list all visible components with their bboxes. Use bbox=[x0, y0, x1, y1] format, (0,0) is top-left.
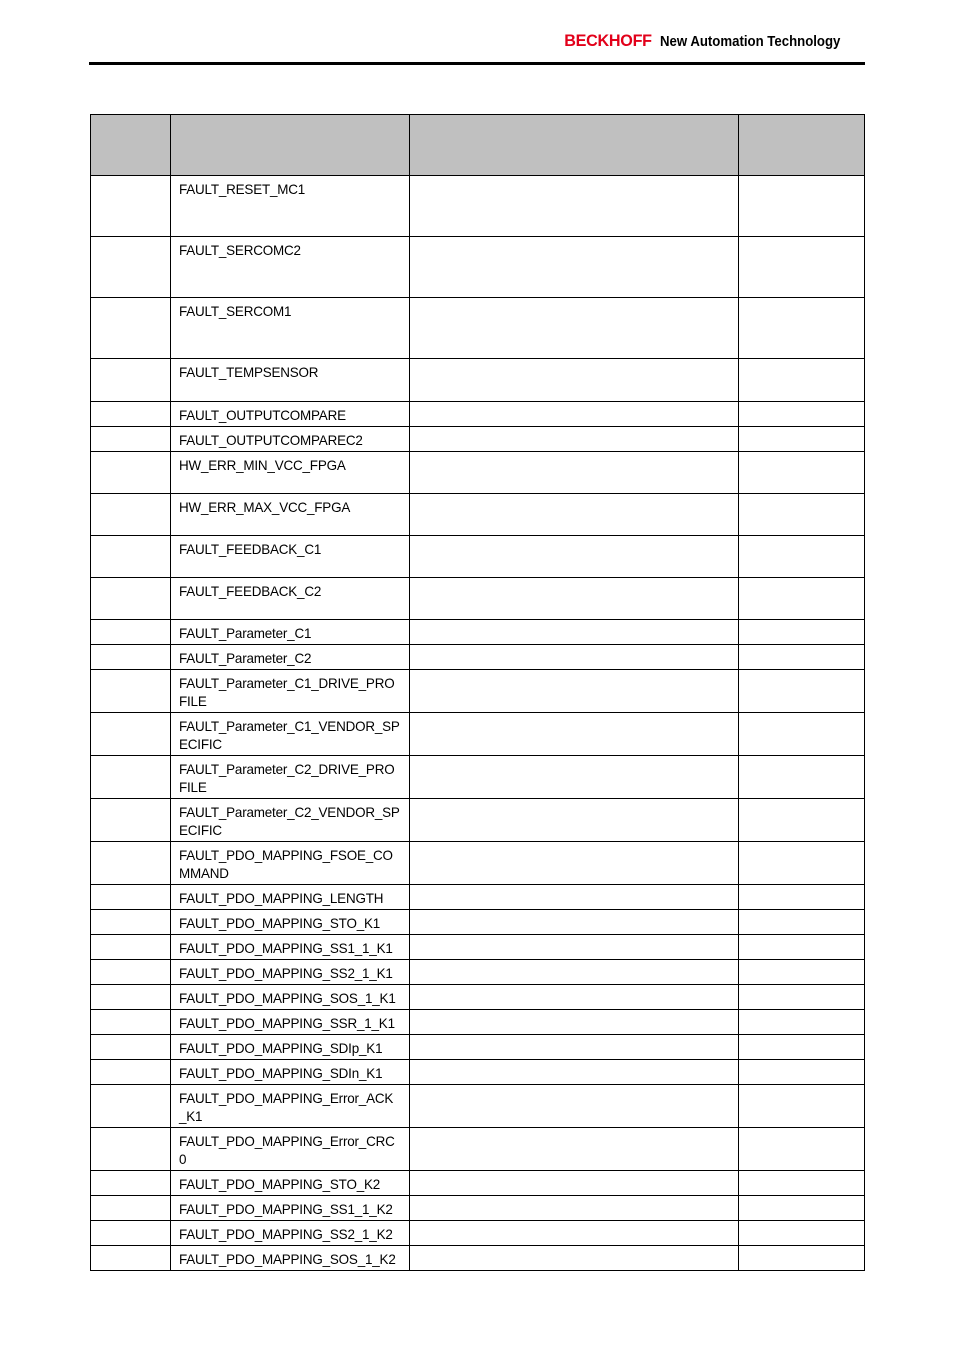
empty-cell-1 bbox=[91, 985, 171, 1010]
fault-name: FAULT_Parameter_C1 bbox=[179, 625, 312, 641]
fault-name-cell bbox=[171, 620, 410, 645]
empty-cell-1 bbox=[91, 713, 171, 756]
empty-cell-3 bbox=[410, 1060, 739, 1085]
fault-name: FAULT_PDO_MAPPING_FSOE_COMMAND bbox=[179, 847, 393, 881]
empty-cell-4 bbox=[739, 756, 865, 799]
fault-name-cell bbox=[171, 885, 410, 910]
fault-name-cell bbox=[171, 298, 410, 359]
empty-cell-4 bbox=[739, 1085, 865, 1128]
empty-cell-1 bbox=[91, 1060, 171, 1085]
table-row bbox=[91, 885, 865, 910]
empty-cell-3 bbox=[410, 910, 739, 935]
fault-name-cell bbox=[171, 1221, 410, 1246]
table-row bbox=[91, 799, 865, 842]
empty-cell-1 bbox=[91, 645, 171, 670]
fault-name-cell bbox=[171, 670, 410, 713]
fault-name: FAULT_PDO_MAPPING_LENGTH bbox=[179, 890, 384, 906]
fault-name-cell bbox=[171, 1035, 410, 1060]
fault-name-cell bbox=[171, 935, 410, 960]
table-row bbox=[91, 756, 865, 799]
empty-cell-4 bbox=[739, 176, 865, 237]
empty-cell-4 bbox=[739, 620, 865, 645]
empty-cell-4 bbox=[739, 910, 865, 935]
page-header bbox=[89, 0, 865, 66]
empty-cell-1 bbox=[91, 935, 171, 960]
beckhoff-logo: BECKHOFF bbox=[564, 31, 652, 50]
fault-name: FAULT_PDO_MAPPING_SOS_1_K2 bbox=[179, 1251, 396, 1267]
fault-name: HW_ERR_MIN_VCC_FPGA bbox=[179, 457, 346, 473]
fault-name-cell bbox=[171, 713, 410, 756]
empty-cell-3 bbox=[410, 402, 739, 427]
empty-cell-1 bbox=[91, 670, 171, 713]
empty-cell-3 bbox=[410, 1221, 739, 1246]
fault-name: FAULT_PDO_MAPPING_SDIn_K1 bbox=[179, 1065, 383, 1081]
fault-name: FAULT_PDO_MAPPING_SS2_1_K1 bbox=[179, 965, 393, 981]
empty-cell-4 bbox=[739, 985, 865, 1010]
empty-cell-1 bbox=[91, 960, 171, 985]
empty-cell-3 bbox=[410, 494, 739, 536]
table-row bbox=[91, 578, 865, 620]
empty-cell-1 bbox=[91, 536, 171, 578]
empty-cell-4 bbox=[739, 237, 865, 298]
empty-cell-4 bbox=[739, 298, 865, 359]
fault-name: FAULT_Parameter_C2_VENDOR_SPECIFIC bbox=[179, 804, 400, 838]
empty-cell-4 bbox=[739, 1246, 865, 1271]
fault-name-cell bbox=[171, 494, 410, 536]
table-row bbox=[91, 1010, 865, 1035]
empty-cell-4 bbox=[739, 1221, 865, 1246]
table-header bbox=[91, 115, 865, 176]
fault-name: FAULT_FEEDBACK_C1 bbox=[179, 541, 322, 557]
fault-name-cell bbox=[171, 237, 410, 298]
empty-cell-3 bbox=[410, 1196, 739, 1221]
empty-cell-1 bbox=[91, 452, 171, 494]
empty-cell-1 bbox=[91, 1010, 171, 1035]
empty-cell-4 bbox=[739, 1010, 865, 1035]
table-row bbox=[91, 1246, 865, 1271]
fault-name: FAULT_PDO_MAPPING_SSR_1_K1 bbox=[179, 1015, 395, 1031]
table-row bbox=[91, 1035, 865, 1060]
empty-cell-4 bbox=[739, 452, 865, 494]
empty-cell-3 bbox=[410, 670, 739, 713]
empty-cell-4 bbox=[739, 427, 865, 452]
fault-name: FAULT_Parameter_C1_DRIVE_PROFILE bbox=[179, 675, 395, 709]
table-row bbox=[91, 1060, 865, 1085]
brand bbox=[562, 31, 865, 51]
empty-cell-1 bbox=[91, 359, 171, 402]
empty-cell-1 bbox=[91, 1246, 171, 1271]
empty-cell-3 bbox=[410, 536, 739, 578]
empty-cell-1 bbox=[91, 427, 171, 452]
table-row bbox=[91, 935, 865, 960]
fault-name: FAULT_Parameter_C2 bbox=[179, 650, 312, 666]
fault-name: FAULT_OUTPUTCOMPAREC2 bbox=[179, 432, 363, 448]
table-row bbox=[91, 494, 865, 536]
fault-name-cell bbox=[171, 985, 410, 1010]
fault-name-cell bbox=[171, 1171, 410, 1196]
empty-cell-1 bbox=[91, 842, 171, 885]
header-cell-2 bbox=[171, 115, 410, 176]
empty-cell-4 bbox=[739, 885, 865, 910]
empty-cell-1 bbox=[91, 910, 171, 935]
fault-name-cell bbox=[171, 402, 410, 427]
empty-cell-4 bbox=[739, 713, 865, 756]
empty-cell-3 bbox=[410, 1085, 739, 1128]
empty-cell-3 bbox=[410, 1246, 739, 1271]
fault-name-cell bbox=[171, 536, 410, 578]
fault-name: FAULT_SERCOM1 bbox=[179, 303, 292, 319]
empty-cell-1 bbox=[91, 176, 171, 237]
empty-cell-4 bbox=[739, 1171, 865, 1196]
table-row bbox=[91, 1221, 865, 1246]
empty-cell-1 bbox=[91, 885, 171, 910]
table-row bbox=[91, 842, 865, 885]
empty-cell-3 bbox=[410, 452, 739, 494]
empty-cell-3 bbox=[410, 620, 739, 645]
empty-cell-1 bbox=[91, 1171, 171, 1196]
fault-name: FAULT_PDO_MAPPING_SS1_1_K2 bbox=[179, 1201, 393, 1217]
empty-cell-3 bbox=[410, 359, 739, 402]
fault-name-cell bbox=[171, 1010, 410, 1035]
table-row bbox=[91, 359, 865, 402]
fault-name-cell bbox=[171, 1085, 410, 1128]
table-row bbox=[91, 960, 865, 985]
empty-cell-4 bbox=[739, 960, 865, 985]
fault-name-cell bbox=[171, 359, 410, 402]
empty-cell-3 bbox=[410, 842, 739, 885]
fault-name: FAULT_PDO_MAPPING_SS2_1_K2 bbox=[179, 1226, 393, 1242]
fault-name: FAULT_Parameter_C2_DRIVE_PROFILE bbox=[179, 761, 395, 795]
fault-name: FAULT_RESET_MC1 bbox=[179, 181, 306, 197]
empty-cell-1 bbox=[91, 402, 171, 427]
fault-name-cell bbox=[171, 1246, 410, 1271]
table-row bbox=[91, 452, 865, 494]
empty-cell-3 bbox=[410, 1171, 739, 1196]
table-row bbox=[91, 237, 865, 298]
fault-name-cell bbox=[171, 960, 410, 985]
empty-cell-1 bbox=[91, 1221, 171, 1246]
empty-cell-3 bbox=[410, 1035, 739, 1060]
table-row bbox=[91, 1196, 865, 1221]
empty-cell-4 bbox=[739, 1196, 865, 1221]
empty-cell-3 bbox=[410, 1128, 739, 1171]
empty-cell-4 bbox=[739, 935, 865, 960]
empty-cell-1 bbox=[91, 1035, 171, 1060]
empty-cell-4 bbox=[739, 402, 865, 427]
empty-cell-4 bbox=[739, 536, 865, 578]
table-row bbox=[91, 670, 865, 713]
empty-cell-1 bbox=[91, 1085, 171, 1128]
table-row bbox=[91, 427, 865, 452]
brand-tagline: New Automation Technology bbox=[660, 33, 841, 50]
empty-cell-1 bbox=[91, 620, 171, 645]
fault-name-cell bbox=[171, 756, 410, 799]
header-cell-4 bbox=[739, 115, 865, 176]
fault-name: FAULT_PDO_MAPPING_SS1_1_K1 bbox=[179, 940, 393, 956]
empty-cell-3 bbox=[410, 756, 739, 799]
empty-cell-4 bbox=[739, 842, 865, 885]
empty-cell-1 bbox=[91, 1128, 171, 1171]
fault-name-cell bbox=[171, 645, 410, 670]
empty-cell-4 bbox=[739, 1060, 865, 1085]
header-cell-1 bbox=[91, 115, 171, 176]
fault-name-cell bbox=[171, 452, 410, 494]
empty-cell-4 bbox=[739, 1128, 865, 1171]
empty-cell-3 bbox=[410, 713, 739, 756]
table-row bbox=[91, 536, 865, 578]
fault-name-cell bbox=[171, 1196, 410, 1221]
table-body bbox=[91, 176, 865, 1271]
fault-name-cell bbox=[171, 578, 410, 620]
fault-name: FAULT_SERCOMC2 bbox=[179, 242, 301, 258]
fault-name: HW_ERR_MAX_VCC_FPGA bbox=[179, 499, 351, 515]
empty-cell-4 bbox=[739, 359, 865, 402]
fault-name-cell bbox=[171, 1060, 410, 1085]
fault-name: FAULT_FEEDBACK_C2 bbox=[179, 583, 322, 599]
empty-cell-4 bbox=[739, 645, 865, 670]
table-row bbox=[91, 985, 865, 1010]
fault-name-cell bbox=[171, 427, 410, 452]
empty-cell-3 bbox=[410, 176, 739, 237]
table-row bbox=[91, 713, 865, 756]
empty-cell-1 bbox=[91, 298, 171, 359]
empty-cell-3 bbox=[410, 1010, 739, 1035]
table-header-row bbox=[91, 115, 865, 176]
empty-cell-3 bbox=[410, 578, 739, 620]
empty-cell-1 bbox=[91, 1196, 171, 1221]
fault-name-cell bbox=[171, 910, 410, 935]
fault-name: FAULT_TEMPSENSOR bbox=[179, 364, 319, 380]
fault-table bbox=[90, 114, 865, 1271]
empty-cell-4 bbox=[739, 799, 865, 842]
empty-cell-3 bbox=[410, 885, 739, 910]
empty-cell-4 bbox=[739, 1035, 865, 1060]
fault-name: FAULT_PDO_MAPPING_SOS_1_K1 bbox=[179, 990, 396, 1006]
empty-cell-4 bbox=[739, 670, 865, 713]
fault-name: FAULT_PDO_MAPPING_Error_ACK_K1 bbox=[179, 1090, 394, 1124]
table-row bbox=[91, 620, 865, 645]
empty-cell-3 bbox=[410, 237, 739, 298]
fault-name-cell bbox=[171, 1128, 410, 1171]
fault-name-cell bbox=[171, 799, 410, 842]
empty-cell-1 bbox=[91, 799, 171, 842]
empty-cell-1 bbox=[91, 237, 171, 298]
empty-cell-3 bbox=[410, 960, 739, 985]
empty-cell-4 bbox=[739, 578, 865, 620]
fault-name: FAULT_OUTPUTCOMPARE bbox=[179, 407, 346, 423]
table-row bbox=[91, 1085, 865, 1128]
table-row bbox=[91, 176, 865, 237]
empty-cell-1 bbox=[91, 578, 171, 620]
table-row bbox=[91, 402, 865, 427]
fault-name: FAULT_Parameter_C1_VENDOR_SPECIFIC bbox=[179, 718, 400, 752]
fault-name: FAULT_PDO_MAPPING_Error_CRC0 bbox=[179, 1133, 395, 1167]
fault-name: FAULT_PDO_MAPPING_STO_K2 bbox=[179, 1176, 381, 1192]
empty-cell-3 bbox=[410, 799, 739, 842]
table-row bbox=[91, 645, 865, 670]
fault-name: FAULT_PDO_MAPPING_STO_K1 bbox=[179, 915, 381, 931]
empty-cell-3 bbox=[410, 935, 739, 960]
table-row bbox=[91, 1128, 865, 1171]
table-row bbox=[91, 1171, 865, 1196]
empty-cell-3 bbox=[410, 427, 739, 452]
empty-cell-3 bbox=[410, 645, 739, 670]
table-row bbox=[91, 298, 865, 359]
empty-cell-1 bbox=[91, 756, 171, 799]
fault-name-cell bbox=[171, 176, 410, 237]
header-rule bbox=[89, 62, 865, 65]
fault-name-cell bbox=[171, 842, 410, 885]
empty-cell-4 bbox=[739, 494, 865, 536]
table-row bbox=[91, 910, 865, 935]
fault-name: FAULT_PDO_MAPPING_SDIp_K1 bbox=[179, 1040, 383, 1056]
empty-cell-3 bbox=[410, 298, 739, 359]
header-cell-3 bbox=[410, 115, 739, 176]
empty-cell-3 bbox=[410, 985, 739, 1010]
empty-cell-1 bbox=[91, 494, 171, 536]
